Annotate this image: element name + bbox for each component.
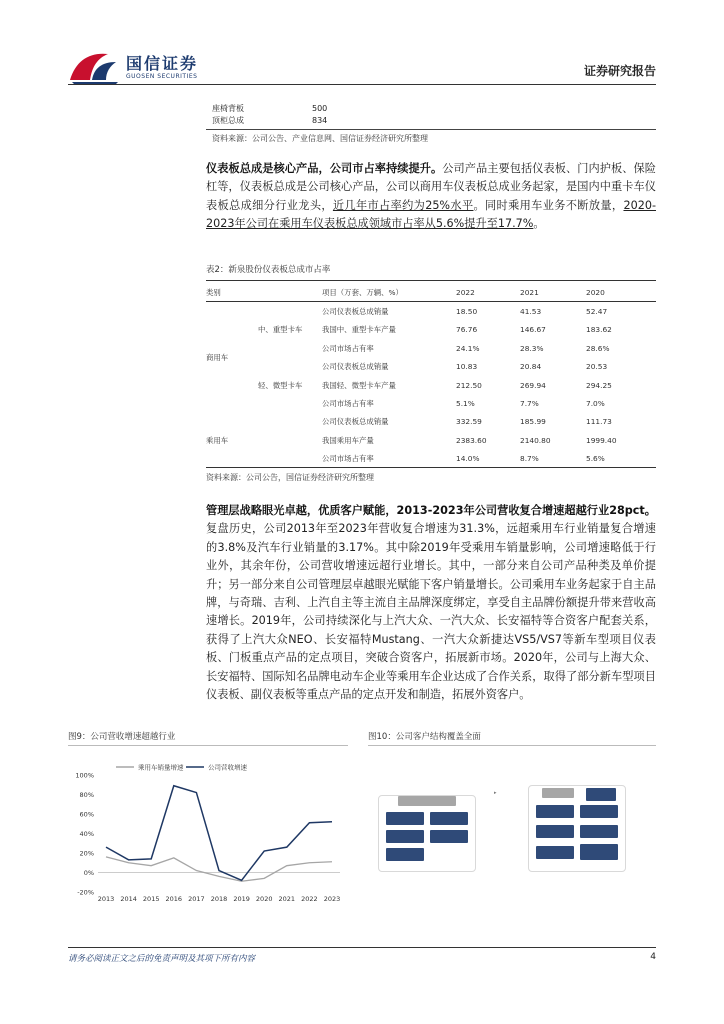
x-tick-label: 2018	[210, 895, 228, 903]
table2-cell: 294.25	[586, 380, 612, 390]
table1-bottom-rule	[206, 129, 656, 130]
table2-cell: 7.7%	[520, 399, 539, 409]
footer-divider	[68, 947, 656, 948]
table2-cell: 28.3%	[520, 343, 544, 353]
table1-value: 834	[312, 116, 328, 125]
table2-cell: 28.6%	[586, 343, 610, 353]
table-row	[206, 358, 656, 376]
table2	[206, 283, 656, 468]
y-tick-label: 40%	[79, 830, 94, 838]
paragraph-1-underline-1: 近几年市占率约为25%水平	[332, 198, 474, 212]
table2-cell: 76.76	[456, 325, 478, 335]
table2-bottom-rule	[206, 467, 656, 468]
table2-item: 公司仪表板总成销量	[322, 362, 389, 372]
table1-row	[212, 103, 327, 115]
table2-item: 我国中、重型卡车产量	[322, 325, 396, 335]
x-tick-label: 2014	[120, 895, 137, 903]
paragraph-1-underline-2: 2020-2023年公司在乘用车仪表板总成领域市占率从5.6%提升至17.7%	[206, 198, 656, 231]
table2-item: 我国轻、微型卡车产量	[322, 380, 396, 390]
table2-cell: 24.1%	[456, 343, 480, 353]
table2-header: 类别	[206, 287, 221, 297]
x-tick-label: 2015	[142, 895, 160, 903]
table2-title: 表2：新泉股份仪表板总成市占率	[206, 265, 331, 275]
table2-item: 公司市场占有率	[322, 454, 374, 464]
report-type-label: 证券研究报告	[583, 64, 656, 78]
customer-box	[536, 846, 574, 859]
customer-box	[386, 848, 424, 861]
x-tick-label: 2021	[278, 895, 296, 903]
table2-header: 2022	[456, 287, 475, 297]
fig9-line-chart	[68, 755, 350, 915]
y-tick-label: 20%	[79, 849, 94, 858]
table2-cell: 18.50	[456, 307, 478, 317]
table2-subcategory: 中、重型卡车	[258, 325, 303, 335]
y-tick-label: 100%	[75, 771, 94, 780]
x-tick-label: 2013	[97, 895, 115, 903]
paragraph-1-text-2: 。同时乘用车业务不断放量，	[473, 198, 624, 212]
customer-box	[430, 812, 468, 825]
customer-box	[386, 830, 424, 843]
customer-box	[580, 805, 618, 818]
group-header-box	[542, 788, 574, 798]
table2-cell: 111.73	[586, 417, 612, 427]
table2-cell: 10.83	[456, 362, 478, 372]
table2-subcategory: 轻、微型卡车	[258, 380, 303, 390]
table2-item: 公司市场占有率	[322, 343, 374, 353]
customer-box	[430, 830, 468, 843]
table2-header	[250, 283, 322, 302]
fig9-caption-rule	[68, 745, 348, 746]
customer-box	[536, 805, 574, 818]
fig10-customer-diagram	[368, 750, 656, 910]
guosen-logo-icon	[68, 50, 124, 86]
x-tick-label: 2022	[301, 895, 318, 903]
customer-box	[580, 825, 618, 838]
table2-cell: 185.99	[520, 417, 546, 427]
legend-label: 乘用车销量增速	[138, 763, 184, 772]
x-tick-label: 2019	[233, 895, 250, 903]
table-row	[206, 413, 656, 431]
fig10-caption: 图10：公司客户结构覆盖全面	[368, 732, 481, 742]
header-divider	[68, 84, 656, 85]
table2-cell: 1999.40	[586, 435, 617, 445]
y-tick-label: -20%	[77, 888, 94, 897]
table2-item: 公司仪表板总成销量	[322, 417, 389, 427]
table2-header: 项目（万套、万辆、%）	[322, 287, 403, 297]
y-tick-label: 0%	[83, 869, 94, 877]
page-number: 4	[650, 952, 656, 962]
table1	[212, 103, 327, 127]
fig9-caption: 图9：公司营收增速超越行业	[68, 732, 176, 742]
table2-cell: 2383.60	[456, 435, 487, 445]
table2-cell: 52.47	[586, 307, 608, 317]
table2-cell: 20.84	[520, 362, 542, 372]
table2-item: 公司市场占有率	[322, 399, 374, 409]
table2-cell: 332.59	[456, 417, 482, 427]
legend-label: 公司营收增速	[208, 763, 247, 772]
table2-header: 2020	[586, 287, 605, 297]
table2-cell: 183.62	[586, 325, 612, 335]
brand-name-cn: 国信证券	[126, 54, 199, 73]
customer-box	[536, 825, 574, 838]
diagram-connector-label: ▸	[494, 790, 497, 796]
paragraph-1-lead: 仪表板总成是核心产品，公司市占率持续提升。	[206, 162, 443, 175]
customer-box	[586, 788, 616, 801]
table2-cell: 7.0%	[586, 399, 605, 409]
paragraph-2	[206, 502, 656, 704]
table2-cell: 5.6%	[586, 454, 605, 464]
table2-cell: 5.1%	[456, 399, 475, 409]
group-header-box	[398, 796, 456, 806]
paragraph-1	[206, 160, 656, 234]
table1-label: 顶柜总成	[212, 116, 244, 125]
table2-category: 乘用车	[206, 435, 229, 445]
table1-label: 座椅背板	[212, 104, 244, 113]
table2-category: 商用车	[206, 353, 229, 363]
table1-source: 资料来源：公司公告、产业信息网、国信证券经济研究所整理	[212, 134, 428, 143]
table2-cell: 146.67	[520, 325, 546, 335]
table1-value: 500	[312, 104, 328, 113]
x-tick-label: 2017	[188, 895, 205, 903]
table2-item: 公司仪表板总成销量	[322, 307, 389, 317]
table2-cell: 8.7%	[520, 454, 539, 464]
x-tick-label: 2023	[323, 895, 341, 903]
table2-header: 2021	[520, 287, 539, 297]
fig10-caption-rule	[368, 745, 656, 746]
footer-disclaimer: 请务必阅读正文之后的免责声明及其项下所有内容	[68, 954, 256, 964]
customer-box	[580, 844, 618, 860]
table2-top-rule	[206, 280, 656, 281]
table-row	[206, 302, 656, 321]
brand-name-en: GUOSEN SECURITIES	[126, 73, 198, 80]
table2-cell: 20.53	[586, 362, 608, 372]
table2-cell: 269.94	[520, 380, 546, 390]
table2-source: 资料来源：公司公告，国信证券经济研究所整理	[206, 473, 374, 482]
table2-cell: 14.0%	[456, 454, 480, 464]
paragraph-2-text: 复盘历史，公司2013年至2023年营收复合增速为31.3%，远超乘用车行业销量复合增速的3.8%及汽车行业销量的3.17%。其中除2019年受乘用车销量影响，公司增速略低于行业外，其余年份，公司营收增速远超行业增长。其中，一部分来自公司产品种类及单价提升；另一部分来自公司管理层卓越眼光赋能下客户销量增长。公司乘用车业务起家于自主品牌，与奇瑞、吉利、上汽自主等主流自主品牌深度绑定，享受自主品牌份额提升带来营收高速增长。2019年，公司持续深化与上汽大众、一汽大众、长安福特等合资客户配套关系，获得了上汽大众NEO、长安福特Mustang、一汽大众新捷达VS5/VS7等新车型项目仪表板、门板重点产品的定点项目，突破合资客户，拓展新市场。2020年，公司与上海大众、长安福特、国际知名品牌电动车企业等乘用车企业达成了合作关系，取得了部分新车型项目仪表板、副仪表板等重点产品的定点开发和制造，拓展外资客户。	[206, 522, 656, 702]
table2-cell: 2140.80	[520, 435, 551, 445]
table1-row	[212, 115, 327, 127]
x-tick-label: 2020	[255, 895, 273, 903]
table2-item: 我国乘用车产量	[322, 435, 374, 445]
customer-box	[386, 812, 424, 825]
paragraph-1-text: 公司产品主要包括仪表板、门内护板、保险杠等，仪表板总成是公司核心产品，公司以商用车仪表板总成业务起家，是国内中重卡车仪表板总成细分行业龙头，	[206, 162, 656, 212]
y-tick-label: 60%	[79, 810, 94, 819]
paragraph-1-text-3: 。	[533, 217, 545, 231]
x-tick-label: 2016	[165, 895, 183, 903]
table2-cell: 212.50	[456, 380, 482, 390]
y-tick-label: 80%	[79, 791, 94, 799]
series-line	[106, 786, 332, 881]
table2-cell: 41.53	[520, 307, 542, 317]
paragraph-2-lead: 管理层战略眼光卓越，优质客户赋能，2013-2023年公司营收复合增速超越行业28pct。	[206, 504, 656, 517]
table2-header-row	[206, 283, 656, 302]
